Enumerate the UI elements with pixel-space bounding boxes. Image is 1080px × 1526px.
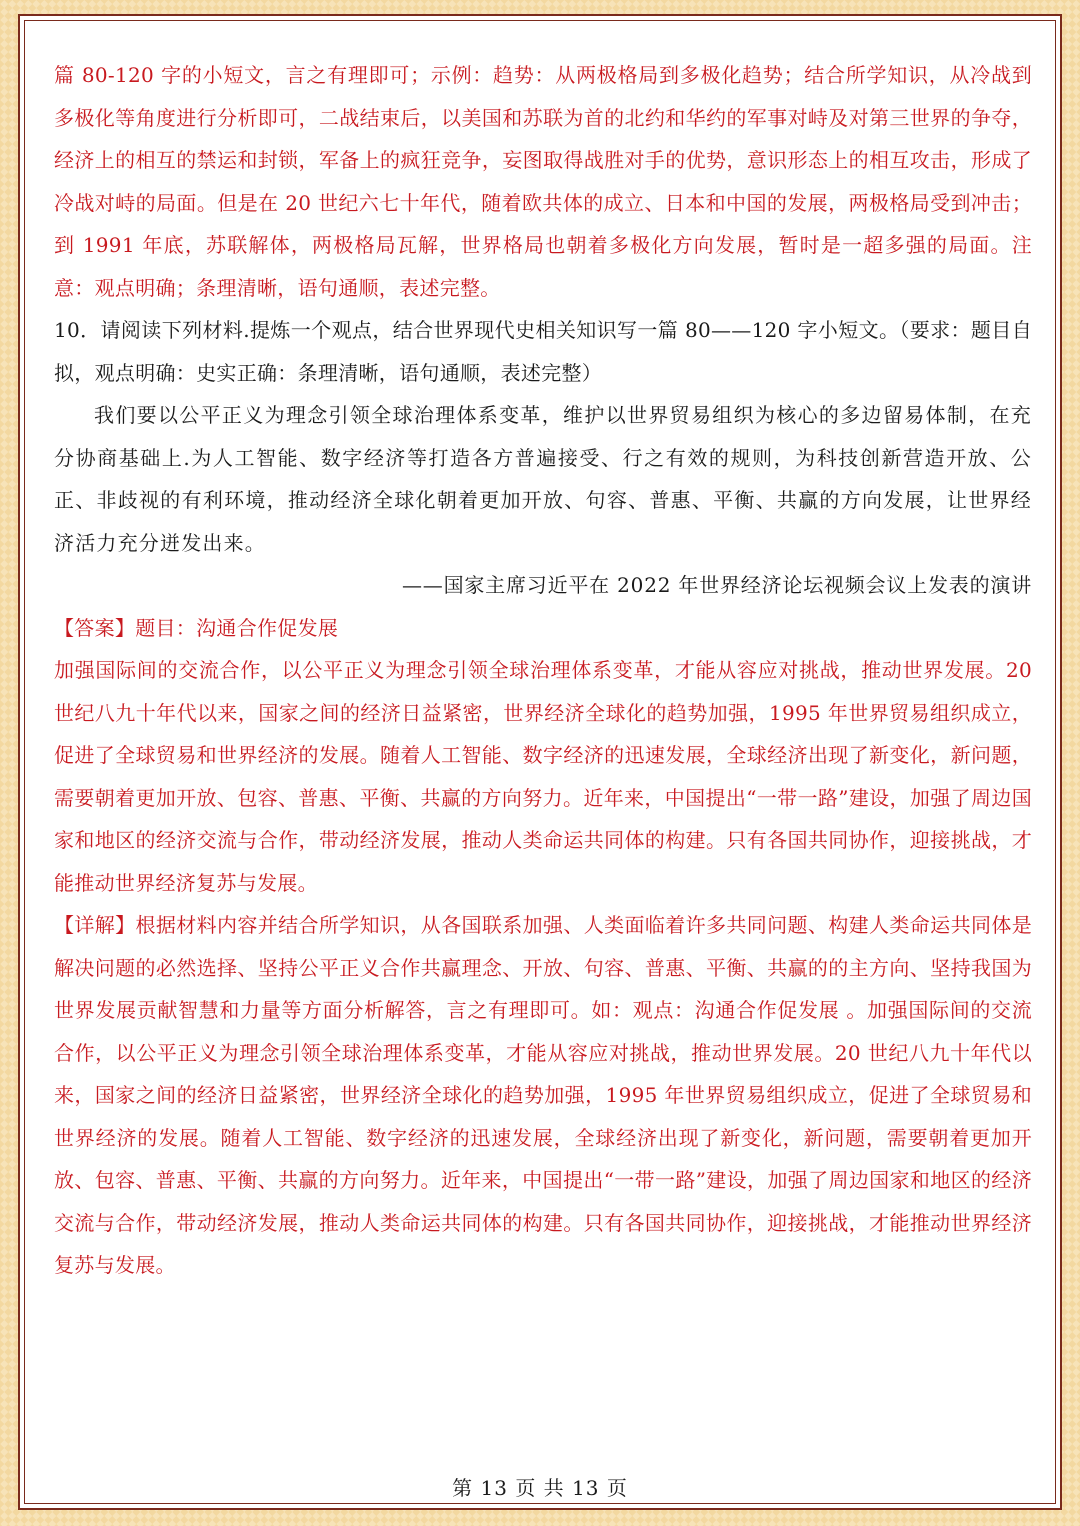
quote-source: ——国家主席习近平在 2022 年世界经济论坛视频会议上发表的演讲 xyxy=(401,573,1032,597)
answer-title: 【答案】题目：沟通合作促发展 xyxy=(54,615,339,640)
document-page xyxy=(18,14,1062,1510)
answer-body: 加强国际间的交流合作，以公平正义为理念引领全球治理体系变革，才能从容应对挑战，推动世界发展。20 世纪八九十年代以来，国家之间的经济日益紧密，世界经济全球化的趋势加强，1995 年世界贸易组织成立，促进了全球贸易和世界经济的发展。随着人工智能、数字经济的迅速发展，全球经济出现了新变化，新问题，需要朝着更加开放、包容、普惠、平衡、共赢的方向努力。近年来，中国提出“一带一路”建设，加强了周边国家和地区的经济交流与合作，带动经济发展，推动人类命运共同体的构建。只有各国共同协作，迎接挑战，才能推动世界经济复苏与发展。 xyxy=(54,658,1032,895)
previous-answer-paragraph: 篇 80-120 字的小短文，言之有理即可；示例：趋势：从两极格局到多极化趋势；结合所学知识，从冷战到多极化等角度进行分析即可，二战结束后，以美国和苏联为首的北约和华约的军事对峙及对第三世界的争夺，经济上的相互的禁运和封锁，军备上的疯狂竞争，妄图取得战胜对手的优势，意识形态上的相互攻击，形成了冷战对峙的局面。但是在 20 世纪六七十年代，随着欧共体的成立、日本和中国的发展，两极格局受到冲击；到 1991 年底，苏联解体，两极格局瓦解，世界格局也朝着多极化方向发展，暂时是一超多强的局面。注意：观点明确；条理清晰，语句通顺，表述完整。 xyxy=(54,63,1032,300)
page-content xyxy=(54,54,1032,1287)
explanation-paragraph: 【详解】根据材料内容并结合所学知识，从各国联系加强、人类面临着许多共同问题、构建人类命运共同体是解决问题的必然选择、坚持公平正义合作共赢理念、开放、句容、普惠、平衡、共赢的的主方向、坚持我国为世界发展贡献智慧和力量等方面分析解答，言之有理即可。如：观点：沟通合作促发展 。加强国际间的交流合作，以公平正义为理念引领全球治理体系变革，才能从容应对挑战，推动世界发展。20 世纪八九十年代以来，国家之间的经济日益紧密，世界经济全球化的趋势加强，1995 年世界贸易组织成立，促进了全球贸易和世界经济的发展。随着人工智能、数字经济的迅速发展，全球经济出现了新变化，新问题，需要朝着更加开放、包容、普惠、平衡、共赢的方向努力。近年来，中国提出“一带一路”建设，加强了周边国家和地区的经济交流与合作，带动经济发展，推动人类命运共同体的构建。只有各国共同协作，迎接挑战，才能推动世界经济复苏与发展。 xyxy=(54,913,1032,1277)
question-10: 10．请阅读下列材料.提炼一个观点，结合世界现代史相关知识写一篇 80——120 字小短文。（要求：题目自拟，观点明确：史实正确：条理清晰，语句通顺，表述完整） xyxy=(54,318,1032,385)
material-quote: 我们要以公平正义为理念引领全球治理体系变革，维护以世界贸易组织为核心的多边留易体制，在充分协商基础上.为人工智能、数字经济等打造各方普遍接受、行之有效的规则，为科技创新营造开放、公正、非歧视的有利环境，推动经济全球化朝着更加开放、句容、普惠、平衡、共赢的方向发展，让世界经济活力充分迸发出来。 xyxy=(54,403,1032,555)
page-number: 第 13 页 共 13 页 xyxy=(452,1476,628,1500)
